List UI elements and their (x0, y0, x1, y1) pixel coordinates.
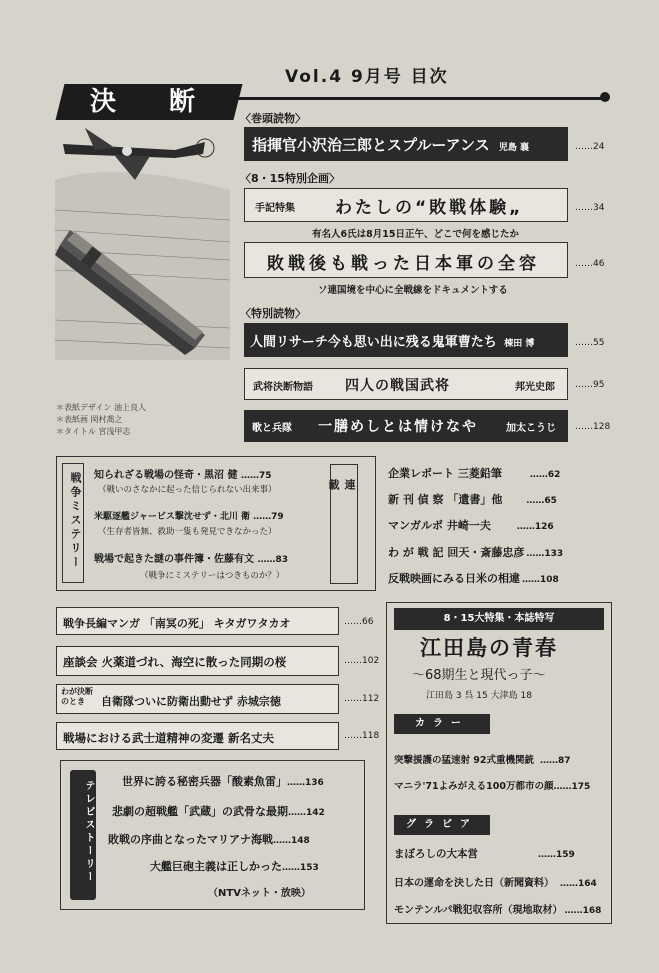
page-number: ……153 (282, 863, 319, 873)
gravure-label: グラビア (394, 815, 490, 835)
tv-note: （NTVネット・放映） (208, 888, 311, 899)
mystery-item-2[interactable] (94, 509, 284, 522)
credit-line: ＊表紙デザイン 油上良人 (56, 403, 146, 412)
page-number: ……75 (240, 471, 272, 481)
item-title: マニラ'71よみがえる100万都市の顔 (394, 781, 554, 792)
rensai-item[interactable] (388, 544, 563, 560)
page-number: ……148 (273, 836, 310, 846)
page-number: ……112 (344, 694, 380, 704)
page-number: ……126 (516, 522, 554, 532)
mystery-item-2-sub: （生存者皆無、救助一隻も発見できなかった） (98, 527, 277, 537)
article-label: 武将決断物語 (253, 382, 313, 393)
feature-box-4[interactable] (56, 722, 339, 750)
item-title: 反戦映画にみる日米の相違 (388, 572, 520, 585)
page-number: ……79 (253, 512, 284, 522)
etajima-banner: 8・15大特集・本誌特写 (394, 608, 604, 630)
mystery-item-3[interactable] (94, 550, 288, 565)
gravure-item[interactable] (394, 874, 597, 889)
item-title: 座談会 火薬道づれ、海空に散った同期の桜 (63, 655, 287, 669)
page-number: ……175 (553, 782, 591, 792)
page-number: ……133 (526, 549, 564, 559)
page-number: ……24 (575, 142, 605, 152)
article-label: 手記特集 (255, 203, 295, 214)
article-title: 一膳めしとは情けなや (318, 419, 478, 435)
rensai-label: 連 載 (330, 464, 358, 584)
section-label-tokubetsu: 〈特別読物〉 (240, 307, 306, 320)
article-author: 邦光史郎 (515, 382, 555, 393)
etajima-title[interactable]: 江田島の青春 (420, 636, 558, 660)
item-title: 大艦巨砲主義は正しかった (150, 860, 282, 873)
page-number: ……66 (344, 617, 374, 627)
tv-item[interactable] (108, 831, 310, 847)
rule-dot (600, 92, 610, 102)
item-title: まぼろしの大本営 (394, 848, 478, 860)
article-title: わたしの“敗戦体験„ (335, 198, 524, 218)
page-number: ……83 (257, 555, 289, 565)
item-title: 企業レポート 三菱鉛筆 (388, 467, 502, 480)
article-author: 棟田 博 (504, 339, 535, 349)
mystery-item-3-sub: （戦争にミステリーはつきものか？） (140, 571, 285, 581)
credit-line: ＊表紙画 岡村喬之 (56, 415, 123, 424)
brand-title (56, 84, 243, 120)
tv-item[interactable] (122, 773, 324, 789)
item-title: 戦場で起きた謎の事件簿・佐藤有文 (94, 554, 254, 565)
item-title: 新 刊 偵 察 「遺書」他 (388, 493, 503, 506)
section-label-815: 〈8・15特別企画〉 (240, 172, 340, 185)
lead-article-4[interactable] (244, 323, 568, 357)
credit-line: ＊タイトル 宮浅甲志 (56, 427, 131, 436)
item-title: モンテンルパ戦犯収容所（現地取材） (394, 905, 563, 916)
etajima-subtitle: 〜68期生と現代っ子〜 (412, 668, 546, 683)
mystery-item-1-sub: （戦いのさなかに起った信じられない出来事） (98, 485, 277, 495)
page-number: ……87 (540, 756, 571, 766)
tv-item[interactable] (150, 858, 319, 874)
page-number: ……55 (575, 338, 605, 348)
article-author: 児島 襄 (498, 143, 529, 153)
rensai-item[interactable] (388, 517, 554, 533)
mystery-item-1[interactable] (94, 466, 272, 481)
brand-title-text: 決 断 (90, 87, 218, 117)
plane-carrier-illustration (55, 120, 230, 360)
lead-article-1[interactable] (244, 127, 568, 161)
page-number: ……136 (287, 778, 324, 788)
page-number: ……108 (522, 575, 559, 585)
item-title: 米駆逐艦ジャービス撃沈せず・北川 衛 (94, 512, 250, 522)
page-number: ……164 (560, 879, 597, 889)
item-title: 戦場における武士道精神の変遷 新名丈夫 (63, 731, 275, 745)
rensai-item[interactable] (388, 465, 560, 481)
page-number: ……142 (288, 808, 325, 818)
rensai-item[interactable] (388, 491, 557, 507)
page-number: ……95 (575, 380, 605, 390)
article-label: 歌と兵隊 (252, 423, 292, 434)
page-number: ……102 (344, 656, 380, 666)
item-title: 突撃援護の猛速射 92式重機関銃 (394, 755, 535, 766)
mystery-label: 戦争ミステリー (62, 463, 84, 583)
header-rule (236, 97, 606, 100)
item-title: マンガルポ 井崎一夫 (388, 519, 491, 532)
rensai-item[interactable] (388, 570, 559, 586)
page-number: ……168 (564, 906, 602, 916)
issue-header: Vol.4 9月号 目次 (285, 67, 449, 87)
page-number: ……128 (575, 422, 611, 432)
feature-box-1[interactable] (56, 607, 339, 635)
color-item[interactable] (394, 778, 590, 792)
gravure-item[interactable] (394, 901, 601, 916)
section-label-kantou: 〈巻頭読物〉 (240, 112, 306, 125)
page-number: ……65 (526, 496, 557, 506)
article-title: 敗戦後も戦った日本軍の全容 (267, 254, 540, 274)
cover-credits (56, 402, 146, 438)
color-item[interactable] (394, 752, 571, 766)
item-title: 悲劇の超戦艦「武蔵」の武骨な最期 (112, 805, 288, 818)
tv-story-label: テレビストーリー (70, 770, 96, 900)
article-author: 加太こうじ (506, 423, 556, 434)
etajima-pages: 江田島 3 呉 15 大津島 18 (426, 691, 532, 701)
page-number: ……118 (344, 731, 380, 741)
gravure-item[interactable] (394, 846, 575, 861)
feature-box-3[interactable] (56, 684, 339, 714)
item-title: 知られざる戦場の怪奇・黒沼 健 (94, 470, 238, 481)
article-title: 四人の戦国武将 (345, 378, 450, 394)
feature-box-2[interactable] (56, 646, 339, 676)
lead-article-2[interactable] (244, 188, 568, 222)
lead-article-6[interactable] (244, 410, 568, 442)
article-subtitle: 有名人6氏は8月15日正午、どこで何を感じたか (312, 229, 519, 240)
box-label: わが決断のとき (61, 687, 93, 706)
article-subtitle: ソ連国境を中心に全戦線をドキュメントする (318, 285, 508, 296)
item-title: 敗戦の序曲となったマリアナ海戦 (108, 833, 273, 846)
lead-article-3[interactable] (244, 242, 568, 278)
article-title: 指揮官小沢治三郎とスプルーアンス (252, 136, 490, 154)
item-title: 世界に誇る秘密兵器「酸素魚雷」 (122, 775, 287, 788)
tv-item[interactable] (112, 803, 325, 819)
article-title: 人間リサーチ今も思い出に残る鬼軍曹たち (250, 335, 497, 350)
item-title: 日本の運命を決した日（新聞資料） (394, 878, 554, 889)
item-title: 戦争長編マンガ 「南冥の死」 キタガワタカオ (63, 617, 291, 630)
item-title: 自衛隊ついに防衛出動せず 赤城宗徳 (101, 695, 281, 708)
lead-article-5[interactable] (244, 368, 568, 400)
item-title: わ が 戦 記 回天・斎藤忠彦 (388, 546, 525, 559)
color-label: カラー (394, 714, 490, 734)
page-number: ……34 (575, 203, 605, 213)
page-number: ……62 (529, 470, 561, 480)
page-number: ……46 (575, 259, 605, 269)
page-number: ……159 (538, 850, 575, 860)
